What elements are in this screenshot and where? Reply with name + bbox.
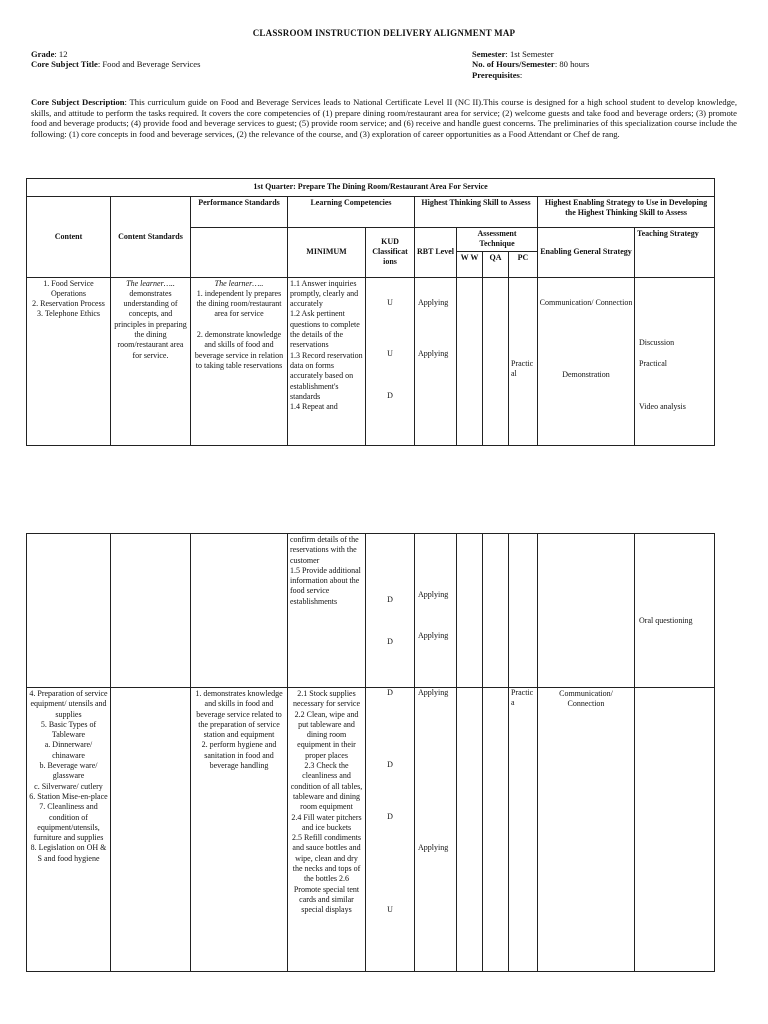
prerequisites-value: :	[519, 70, 523, 80]
row2-rbt-2: Applying	[418, 631, 449, 640]
row1-enabling-1: Communication/ Connection	[539, 297, 633, 307]
row3-rbt	[415, 688, 457, 972]
header-performance-standards: Performance Standards	[191, 197, 288, 228]
header-rbt-level: RBT Level	[415, 228, 457, 278]
row2-kud-1: D	[387, 595, 393, 604]
header-teaching-strategy: Teaching Strategy	[635, 228, 715, 278]
row3-rbt-1: Applying	[418, 688, 449, 697]
grade-line	[31, 49, 68, 59]
row1-content: 1. Food Service Operations 2. Reservation Process 3. Telephone Ethics	[27, 277, 111, 445]
row1-pc	[509, 277, 538, 445]
row3-kud-3: D	[387, 812, 393, 821]
row1-performance	[191, 277, 288, 445]
row3-content-standards	[111, 688, 191, 972]
row1-kud	[366, 277, 415, 445]
row3-ww	[457, 688, 483, 972]
row1-teaching-2: Practical	[639, 358, 667, 368]
row2-content-standards	[111, 534, 191, 688]
row3-enabling: Communication/ Connection	[538, 688, 635, 972]
row1-kud-1: U	[387, 297, 393, 307]
row1-enabling-2: Demonstration	[562, 369, 610, 379]
row2-rbt	[415, 534, 457, 688]
row3-minimum: 2.1 Stock supplies necessary for service 2.2 Clean, wipe and put tableware and dining room equipment in their proper places 2.3 Check the cleanliness and condition of all tables, tableware and dining room equipment 2.4 Fill water pitchers and ice buckets 2.5 Refill condiments and sauce bottles and wipe, clean and dry the necks and tops of the bottles 2.6 Promote special tent cards and similar special displays	[288, 688, 366, 972]
core-subject-line	[31, 59, 200, 69]
header-performance-blank	[191, 228, 288, 278]
row3-teaching	[635, 688, 715, 972]
description-label: Core Subject Description	[31, 97, 125, 107]
semester-value: : 1st Semester	[505, 49, 554, 59]
row1-enabling	[538, 277, 635, 445]
row3-qa	[483, 688, 509, 972]
row1-teaching	[635, 277, 715, 445]
row2-content	[27, 534, 111, 688]
row1-content-standards-lead: The learner…..	[126, 278, 175, 288]
alignment-table-page1	[26, 178, 715, 446]
header-qa: QA	[483, 251, 509, 277]
row1-teaching-1: Discussion	[639, 337, 675, 347]
row1-minimum: 1.1 Answer inquiries promptly, clearly and accurately 1.2 Ask pertinent questions to complete the details of the reservations 1.3 Record reservation data on forms accurately based on establishment's standards 1.4 Repeat and	[288, 277, 366, 445]
header-kud: KUD Classificat ions	[366, 228, 415, 278]
row3-rbt-2: Applying	[418, 843, 449, 852]
header-ww: W W	[457, 251, 483, 277]
row1-kud-2: U	[387, 348, 393, 358]
grade-label: Grade	[31, 49, 55, 59]
row2-teaching	[635, 534, 715, 688]
row2-pc	[509, 534, 538, 688]
core-subject-description	[31, 97, 737, 139]
core-subject-value: : Food and Beverage Services	[97, 59, 201, 69]
row3-kud	[366, 688, 415, 972]
hours-label: No. of Hours/Semester	[472, 59, 555, 69]
header-content: Content	[27, 197, 111, 278]
row1-ww	[457, 277, 483, 445]
row2-rbt-1: Applying	[418, 590, 449, 599]
row3-pc-text: Practica	[511, 688, 534, 708]
row3-performance: 1. demonstrates knowledge and skills in food and beverage service related to the preparation of service station and equipment 2. perform hygiene and sanitation in food and beverage handling	[191, 688, 288, 972]
row1-pc-text: Practical	[511, 358, 534, 378]
row2-ww	[457, 534, 483, 688]
header-learning-competencies: Learning Competencies	[288, 197, 415, 228]
row1-teaching-3: Video analysis	[639, 401, 686, 411]
semester-line	[472, 49, 554, 59]
semester-label: Semester	[472, 49, 506, 59]
prerequisites-label: Prerequisites	[472, 70, 520, 80]
row1-content-standards-text: demonstrates understanding of concepts, and principles in preparing the dining room/restaurant area for service.	[114, 288, 187, 360]
row3-kud-1: D	[387, 688, 393, 697]
row3-kud-4: U	[387, 905, 393, 914]
row2-teaching-text: Oral questioning	[639, 616, 693, 625]
row1-performance-lead: The learner…..	[214, 278, 264, 288]
row2-performance	[191, 534, 288, 688]
row1-performance-text: 1. independent ly prepares the dining room/restaurant area for service 2. demonstrate knowledge and skills of food and beverage service in relation to taking table reservations	[194, 288, 284, 370]
row3-pc	[509, 688, 538, 972]
alignment-table-page2	[26, 533, 715, 972]
description-text: : This curriculum guide on Food and Beverage Services leads to National Certificate Level II (NC II).This course is designed for a high school student to develop knowledge, skills, and attitude to perform the tasks required. It covers the core competencies of (1) prepare dining room/restaurant area for service; (2) welcome guests and take food and beverage orders; (3) promote food and beverage products; (4) provide food and beverage services to guest; (5) provide room service; and (6) receive and handle guest concerns. The preliminaries of this specialization course include the following: (1) core concepts in food and beverage services, (2) the relevance of the course, and (3) exploration of career opportunities as a Food Attendant or Chef de rang.	[31, 97, 737, 139]
row3-content: 4. Preparation of service equipment/ utensils and supplies 5. Basic Types of Tableware a. Dinnerware/ chinaware b. Beverage ware/ glassware c. Silverware/ cutlery 6. Station Mise-en-place 7. Cleanliness and condition of equipment/utensils, furniture and supplies 8. Legislation on OH & S and food hygiene	[27, 688, 111, 972]
header-highest-enabling: Highest Enabling Strategy to Use in Developing the Highest Thinking Skill to Assess	[538, 197, 715, 228]
hours-line	[472, 59, 589, 69]
header-content-standards: Content Standards	[111, 197, 191, 278]
hours-value: : 80 hours	[554, 59, 590, 69]
quarter-title: 1st Quarter: Prepare The Dining Room/Restaurant Area For Service	[27, 179, 715, 197]
page-title: CLASSROOM INSTRUCTION DELIVERY ALIGNMENT MAP	[252, 28, 516, 38]
row2-kud	[366, 534, 415, 688]
prerequisites-line	[472, 70, 522, 80]
row1-rbt	[415, 277, 457, 445]
core-subject-label: Core Subject Title	[31, 59, 98, 69]
header-assessment-technique: Assessment Technique	[457, 228, 538, 252]
header-enabling-general: Enabling General Strategy	[538, 228, 635, 278]
row1-content-standards	[111, 277, 191, 445]
row2-qa	[483, 534, 509, 688]
row1-kud-3: D	[387, 390, 393, 400]
row3-kud-2: D	[387, 760, 393, 769]
header-pc: PC	[509, 251, 538, 277]
header-minimum: MINIMUM	[288, 228, 366, 278]
row2-enabling	[538, 534, 635, 688]
row1-rbt-2: Applying	[418, 348, 449, 358]
row1-rbt-1: Applying	[418, 297, 449, 307]
row2-minimum: confirm details of the reservations with the customer 1.5 Provide additional information about the food service establishments	[288, 534, 366, 688]
row2-kud-2: D	[387, 637, 393, 646]
header-highest-thinking: Highest Thinking Skill to Assess	[415, 197, 538, 228]
row1-qa	[483, 277, 509, 445]
grade-value: : 12	[54, 49, 68, 59]
